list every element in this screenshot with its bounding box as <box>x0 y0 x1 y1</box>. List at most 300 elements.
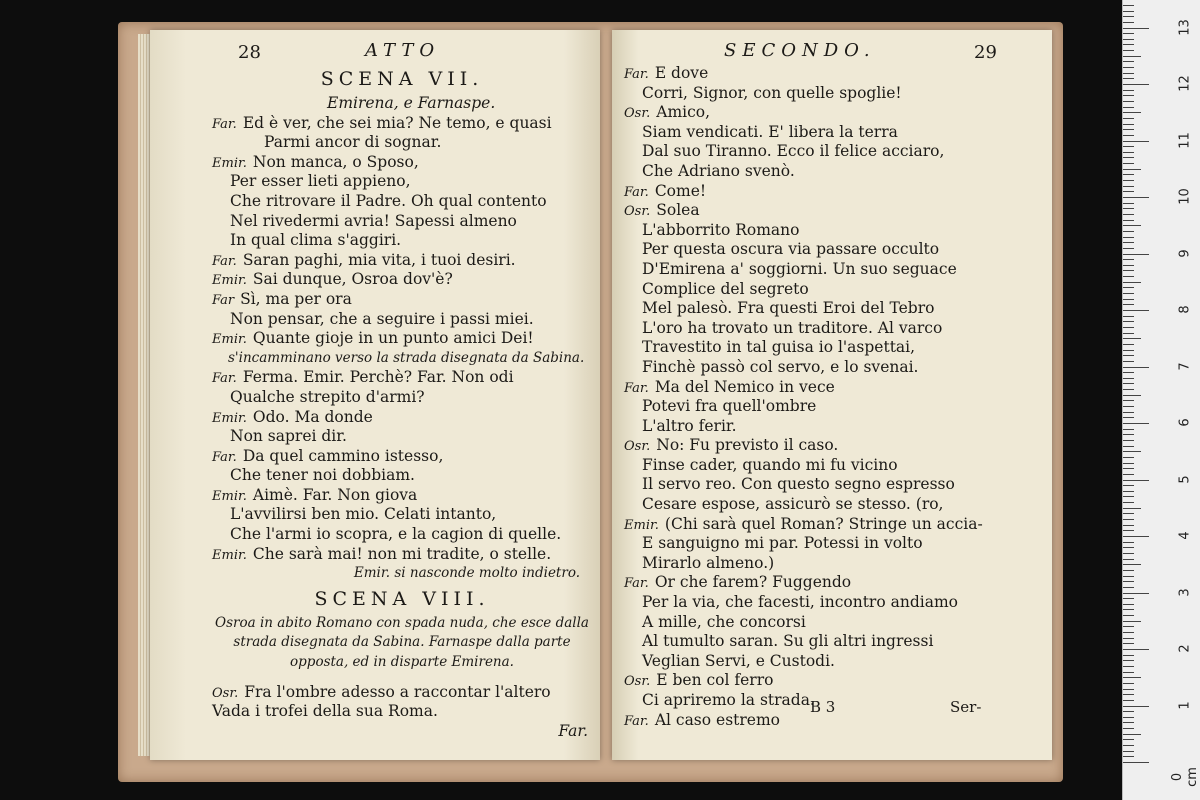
ruler-tick <box>1123 722 1134 723</box>
ruler-tick <box>1123 90 1134 91</box>
speaker-label: Far. <box>624 67 649 82</box>
ruler-tick <box>1123 259 1134 260</box>
ruler-tick <box>1123 717 1134 718</box>
line-text: Da quel cammino istesso, <box>242 446 444 465</box>
ruler-tick <box>1123 304 1134 305</box>
text-line <box>624 201 1044 221</box>
line-text: Complice del segreto <box>642 279 809 298</box>
line-text: Corri, Signor, con quelle spoglie! <box>642 83 902 102</box>
text-line <box>212 486 592 506</box>
line-text: Come! <box>654 181 707 200</box>
ruler-tick <box>1123 28 1149 29</box>
line-text: Or che farem? Fuggendo <box>654 573 852 592</box>
ruler-tick <box>1123 536 1149 537</box>
ruler-tick <box>1123 33 1134 34</box>
page-number: 29 <box>974 42 997 63</box>
line-text: Non pensar, che a seguire i passi miei. <box>230 309 534 328</box>
ruler-tick <box>1123 508 1141 509</box>
ruler-number: 9 <box>1177 248 1193 258</box>
line-text: Non saprei dir. <box>230 427 347 446</box>
ruler-tick <box>1123 344 1134 345</box>
ruler-tick <box>1123 321 1134 322</box>
line-text: Ci apriremo la strada. <box>642 691 815 709</box>
ruler-tick <box>1123 61 1134 62</box>
ruler-tick <box>1123 457 1134 458</box>
ruler-tick <box>1123 378 1134 379</box>
running-head: SECONDO. <box>724 40 876 61</box>
ruler-tick <box>1123 44 1134 45</box>
ruler-tick <box>1123 762 1149 763</box>
text-line <box>624 436 1044 456</box>
text-line <box>212 683 592 703</box>
ruler-tick <box>1123 689 1134 690</box>
stage-direction-line: opposta, ed in disparte Emirena. <box>290 654 514 671</box>
running-head: ATTO <box>365 40 441 61</box>
line-text: Siam vendicati. E' libera la terra <box>642 122 898 141</box>
text-line <box>212 388 592 408</box>
text-line <box>212 251 592 271</box>
line-text: L'altro ferir. <box>642 416 737 435</box>
ruler-tick <box>1123 739 1134 740</box>
ruler-tick <box>1123 643 1134 644</box>
ruler-tick <box>1123 474 1134 475</box>
ruler-tick <box>1123 350 1134 351</box>
ruler-tick <box>1123 191 1134 192</box>
line-text: Aimè. Far. Non giova <box>252 485 418 504</box>
ruler-tick <box>1123 367 1149 368</box>
dialogue-lines <box>624 64 1044 730</box>
text-line <box>624 378 1044 398</box>
speaker-label: Emir. <box>212 488 247 504</box>
line-text: In qual clima s'aggiri. <box>230 231 402 250</box>
ruler-tick <box>1123 417 1134 418</box>
ruler-tick <box>1123 429 1134 430</box>
ruler-tick <box>1123 745 1134 746</box>
signature-mark: B 3 <box>810 698 836 716</box>
ruler-tick <box>1123 440 1134 441</box>
line-text: Che Adriano svenò. <box>642 161 795 180</box>
text-line <box>624 573 1044 593</box>
ruler-tick <box>1123 660 1134 661</box>
ruler-tick <box>1123 50 1134 51</box>
ruler-tick <box>1123 626 1134 627</box>
ruler-tick <box>1123 491 1134 492</box>
speaker-label: Far. <box>212 116 237 132</box>
speaker-label: Far. <box>624 576 649 592</box>
text-line <box>624 417 1044 437</box>
line-text: Ma del Nemico in vece <box>654 377 835 396</box>
text-line <box>212 447 592 467</box>
line-text: Vada i trofei della sua Roma. <box>212 702 438 721</box>
speaker-label: Far. <box>212 253 237 269</box>
text-line <box>212 212 592 232</box>
ruler-tick <box>1123 276 1134 277</box>
line-text: L'oro ha trovato un traditore. Al varco <box>642 318 943 337</box>
ruler-tick <box>1123 333 1134 334</box>
scene-characters: Emirena, e Farnaspe. <box>327 94 496 112</box>
ruler-tick <box>1123 141 1149 142</box>
page-number: 28 <box>238 42 261 63</box>
ruler-tick <box>1123 485 1134 486</box>
line-text: Sì, ma per ora <box>240 289 352 308</box>
ruler-tick <box>1123 11 1134 12</box>
line-text: L'abborrito Romano <box>642 220 800 239</box>
line-text: s'incamminano verso la strada disegnata da Sabina. <box>228 349 585 366</box>
ruler-tick <box>1123 632 1134 633</box>
speaker-label: Osr. <box>624 439 651 455</box>
line-text: Emir. si nasconde molto indietro. <box>353 565 580 582</box>
ruler-tick <box>1123 169 1141 170</box>
ruler-tick <box>1123 615 1134 616</box>
line-text: Al tumulto saran. Su gli altri ingressi <box>642 632 934 651</box>
line-text: Che tener noi dobbiam. <box>230 466 415 485</box>
text-line <box>212 525 592 545</box>
text-line <box>624 319 1044 339</box>
line-text: Che ritrovare il Padre. Oh qual contento <box>230 191 547 210</box>
ruler-tick <box>1123 248 1134 249</box>
ruler-number: 8 <box>1177 305 1193 314</box>
ruler-tick <box>1123 22 1134 23</box>
ruler-number: 5 <box>1177 474 1193 484</box>
ruler-tick <box>1123 361 1134 362</box>
ruler-tick <box>1123 423 1149 424</box>
ruler-tick <box>1123 73 1134 74</box>
ruler-tick <box>1123 570 1134 571</box>
text-line <box>624 397 1044 417</box>
text-line <box>624 671 1044 691</box>
text-line <box>212 192 592 212</box>
line-text: Finse cader, quando mi fu vicino <box>642 455 898 474</box>
ruler-tick <box>1123 604 1134 605</box>
speaker-label: Osr. <box>624 106 651 122</box>
ruler-tick <box>1123 129 1134 130</box>
ruler-tick <box>1123 463 1134 464</box>
ruler-tick <box>1123 203 1134 204</box>
ruler-tick <box>1123 598 1134 599</box>
line-text: Amico, <box>656 103 711 122</box>
ruler-tick <box>1123 756 1134 757</box>
ruler-tick <box>1123 163 1134 164</box>
ruler-tick <box>1123 293 1134 294</box>
ruler-tick <box>1123 412 1134 413</box>
line-text: Non manca, o Sposo, <box>252 152 419 171</box>
ruler-tick <box>1123 338 1141 339</box>
line-text: Cesare espose, assicurò se stesso. (ro, <box>642 495 944 514</box>
ruler-tick <box>1123 146 1134 147</box>
ruler-tick <box>1123 496 1134 497</box>
text-line <box>624 142 1044 162</box>
line-text: Fra l'ombre adesso a raccontar l'altero <box>244 682 551 701</box>
text-line <box>624 554 1044 574</box>
ruler-tick <box>1123 101 1134 102</box>
ruler-tick <box>1123 282 1141 283</box>
ruler-tick <box>1123 225 1141 226</box>
line-text: Potevi fra quell'ombre <box>642 397 817 416</box>
text-line <box>624 632 1044 652</box>
ruler-tick <box>1123 327 1134 328</box>
ruler-tick <box>1123 649 1149 650</box>
ruler-tick <box>1123 220 1134 221</box>
ruler-tick <box>1123 564 1141 565</box>
ruler-number: 10 <box>1177 188 1193 205</box>
ruler-tick <box>1123 542 1134 543</box>
speaker-label: Emir. <box>212 547 247 563</box>
text-line <box>624 358 1044 378</box>
ruler-tick <box>1123 214 1134 215</box>
speaker-label: Emir. <box>212 155 247 171</box>
ruler-tick <box>1123 265 1134 266</box>
line-text: Saran paghi, mia vita, i tuoi desiri. <box>242 250 516 269</box>
text-line <box>212 505 592 525</box>
text-line <box>212 270 592 290</box>
ruler-tick <box>1123 734 1141 735</box>
ruler-tick <box>1123 270 1134 271</box>
stage-direction-line: strada disegnata da Sabina. Farnaspe dalla parte <box>233 634 571 651</box>
ruler-tick <box>1123 655 1134 656</box>
ruler-tick <box>1123 751 1134 752</box>
ruler-tick <box>1123 383 1134 384</box>
ruler-tick <box>1123 5 1134 6</box>
dialogue-lines-2 <box>212 683 592 722</box>
text-line <box>624 515 1044 535</box>
line-text: Che sarà mai! non mi tradite, o stelle. <box>252 544 552 563</box>
catchword: Far. <box>558 721 588 740</box>
right-text <box>624 64 1044 730</box>
right-page <box>612 30 1052 760</box>
speaker-label: Far. <box>212 449 237 465</box>
ruler-tick <box>1123 480 1149 481</box>
ruler-tick <box>1123 706 1149 707</box>
ruler-tick <box>1123 118 1134 119</box>
ruler-tick <box>1123 287 1134 288</box>
left-text <box>212 70 592 741</box>
speaker-label: Far. <box>212 371 237 387</box>
ruler-tick <box>1123 56 1141 57</box>
ruler-number: 11 <box>1177 131 1193 149</box>
speaker-label: Far. <box>624 380 649 396</box>
ruler-tick <box>1123 672 1134 673</box>
ruler-tick <box>1123 16 1134 17</box>
ruler-tick <box>1123 638 1134 639</box>
ruler-tick <box>1123 389 1134 390</box>
ruler-tick <box>1123 530 1134 531</box>
line-text: Il servo reo. Con questo segno espresso <box>642 475 955 494</box>
line-text: Veglian Servi, e Custodi. <box>642 651 835 670</box>
ruler-tick <box>1123 124 1134 125</box>
ruler-tick <box>1123 683 1134 684</box>
ruler-tick <box>1123 576 1134 577</box>
text-line <box>624 162 1044 182</box>
text-line <box>624 495 1044 515</box>
text-line <box>624 182 1044 202</box>
text-line <box>624 123 1044 143</box>
line-text: Finchè passò col servo, e lo svenai. <box>642 357 919 376</box>
line-text: Che l'armi io scopra, e la cagion di quelle. <box>230 525 562 544</box>
text-line <box>624 593 1044 613</box>
text-line <box>212 133 592 153</box>
ruler-tick <box>1123 711 1134 712</box>
catchword: Ser- <box>950 698 982 716</box>
ruler-tick <box>1123 242 1134 243</box>
speaker-label: Emir. <box>212 273 247 289</box>
speaker-label: Emir. <box>212 410 247 426</box>
line-text: Odo. Ma donde <box>252 407 373 426</box>
ruler-tick <box>1123 186 1134 187</box>
speaker-label: Emir. <box>212 332 247 348</box>
ruler-unit-label: 0 cm <box>1170 767 1200 787</box>
ruler-tick <box>1123 451 1141 452</box>
left-page <box>150 30 600 760</box>
ruler-tick <box>1123 728 1134 729</box>
ruler-tick <box>1123 237 1134 238</box>
line-text: Solea <box>656 201 700 220</box>
line-text: L'avvilirsi ben mio. Celati intanto, <box>230 505 497 524</box>
ruler-tick <box>1123 355 1134 356</box>
ruler-tick <box>1123 67 1134 68</box>
text-line <box>212 310 592 330</box>
line-text: Per la via, che facesti, incontro andiamo <box>642 593 958 612</box>
line-text: E dove <box>654 64 709 82</box>
ruler-tick <box>1123 553 1134 554</box>
ruler-tick <box>1123 197 1149 198</box>
ruler-tick <box>1123 208 1134 209</box>
speaker-label: Osr. <box>624 204 651 220</box>
text-line <box>624 338 1044 358</box>
line-text: (Chi sarà quel Roman? Stringe un accia- <box>664 514 983 533</box>
ruler-tick <box>1123 700 1134 701</box>
ruler-tick <box>1123 559 1134 560</box>
speaker-label: Far. <box>624 184 649 200</box>
speaker-label: Emir. <box>624 517 659 533</box>
ruler-tick <box>1123 316 1134 317</box>
ruler-tick <box>1123 609 1134 610</box>
ruler-tick <box>1123 78 1134 79</box>
ruler-number: 2 <box>1177 644 1193 653</box>
text-line <box>624 475 1044 495</box>
ruler-tick <box>1123 468 1134 469</box>
ruler-tick <box>1123 666 1134 667</box>
ruler-tick <box>1123 310 1149 311</box>
text-line <box>624 613 1044 633</box>
line-text: Travestito in tal guisa io l'aspettai, <box>642 338 916 357</box>
ruler-tick <box>1123 677 1141 678</box>
text-line <box>212 290 592 310</box>
text-line <box>624 299 1044 319</box>
line-text: D'Emirena a' soggiorni. Un suo seguace <box>642 259 957 278</box>
ruler-number: 6 <box>1177 418 1193 427</box>
text-line <box>212 466 592 486</box>
line-text: Mirarlo almeno.) <box>642 553 775 572</box>
measurement-ruler <box>1122 0 1200 800</box>
ruler-tick <box>1123 434 1134 435</box>
ruler-tick <box>1123 621 1141 622</box>
line-text: Per questa oscura via passare occulto <box>642 240 940 259</box>
ruler-tick <box>1123 519 1134 520</box>
text-line <box>624 84 1044 104</box>
text-line <box>212 329 592 349</box>
text-line <box>212 408 592 428</box>
ruler-tick <box>1123 107 1134 108</box>
ruler-tick <box>1123 84 1149 85</box>
ruler-tick <box>1123 581 1134 582</box>
ruler-tick <box>1123 299 1134 300</box>
ruler-number: 7 <box>1177 361 1193 371</box>
stage-direction <box>212 614 592 673</box>
line-text: Per esser lieti appieno, <box>230 172 411 191</box>
ruler-number: 4 <box>1177 531 1193 540</box>
text-line <box>212 349 592 369</box>
ruler-tick <box>1123 39 1134 40</box>
line-text: E ben col ferro <box>656 671 774 690</box>
speaker-label: Far <box>212 292 235 308</box>
line-text: E sanguigno mi par. Potessi in volto <box>642 534 923 553</box>
ruler-tick <box>1123 231 1134 232</box>
line-text: No: Fu previsto il caso. <box>656 436 839 455</box>
ruler-tick <box>1123 395 1141 396</box>
speaker-label: Osr. <box>624 674 651 690</box>
ruler-number: 3 <box>1177 587 1193 597</box>
speaker-label: Osr. <box>212 685 239 701</box>
ruler-tick <box>1123 525 1134 526</box>
text-line <box>624 534 1044 554</box>
text-line <box>624 240 1044 260</box>
line-text: Ed è ver, che sei mia? Ne temo, e quasi <box>242 113 552 132</box>
ruler-tick <box>1123 547 1134 548</box>
ruler-tick <box>1123 174 1134 175</box>
ruler-tick <box>1123 157 1134 158</box>
stage-direction-line: Osroa in abito Romano con spada nuda, che esce dalla <box>215 614 589 631</box>
text-line <box>212 545 592 565</box>
text-line <box>624 64 1044 84</box>
line-text: Quante gioje in un punto amici Dei! <box>252 329 534 348</box>
ruler-tick <box>1123 587 1134 588</box>
line-text: Ferma. Emir. Perchè? Far. Non odi <box>242 368 514 387</box>
text-line <box>212 114 592 134</box>
speaker-label: Far. <box>624 713 649 729</box>
line-text: Mel palesò. Fra questi Eroi del Tebro <box>642 299 935 318</box>
dialogue-lines <box>212 114 592 584</box>
text-line <box>624 652 1044 672</box>
text-line <box>624 103 1044 123</box>
ruler-tick <box>1123 502 1134 503</box>
text-line <box>212 368 592 388</box>
ruler-tick <box>1123 112 1141 113</box>
text-line <box>212 564 592 584</box>
line-text: Sai dunque, Osroa dov'è? <box>252 270 453 289</box>
text-line <box>212 172 592 192</box>
text-line <box>212 427 592 447</box>
scene-title-2: SCENA VIII. <box>314 587 490 610</box>
ruler-tick <box>1123 694 1134 695</box>
scene-title: SCENA VII. <box>320 68 484 90</box>
line-text: A mille, che concorsi <box>642 612 806 631</box>
text-line <box>212 231 592 251</box>
ruler-tick <box>1123 400 1134 401</box>
ruler-number: 1 <box>1177 700 1193 710</box>
ruler-tick <box>1123 254 1149 255</box>
text-line <box>212 702 592 722</box>
text-line <box>212 153 592 173</box>
ruler-number: 13 <box>1177 18 1193 36</box>
ruler-tick <box>1123 180 1134 181</box>
text-line <box>624 280 1044 300</box>
text-line <box>624 221 1044 241</box>
line-text: Qualche strepito d'armi? <box>230 387 425 406</box>
text-line <box>624 260 1044 280</box>
line-text: Al caso estremo <box>654 710 780 729</box>
ruler-tick <box>1123 135 1134 136</box>
line-text: Nel rivedermi avria! Sapessi almeno <box>230 211 517 230</box>
